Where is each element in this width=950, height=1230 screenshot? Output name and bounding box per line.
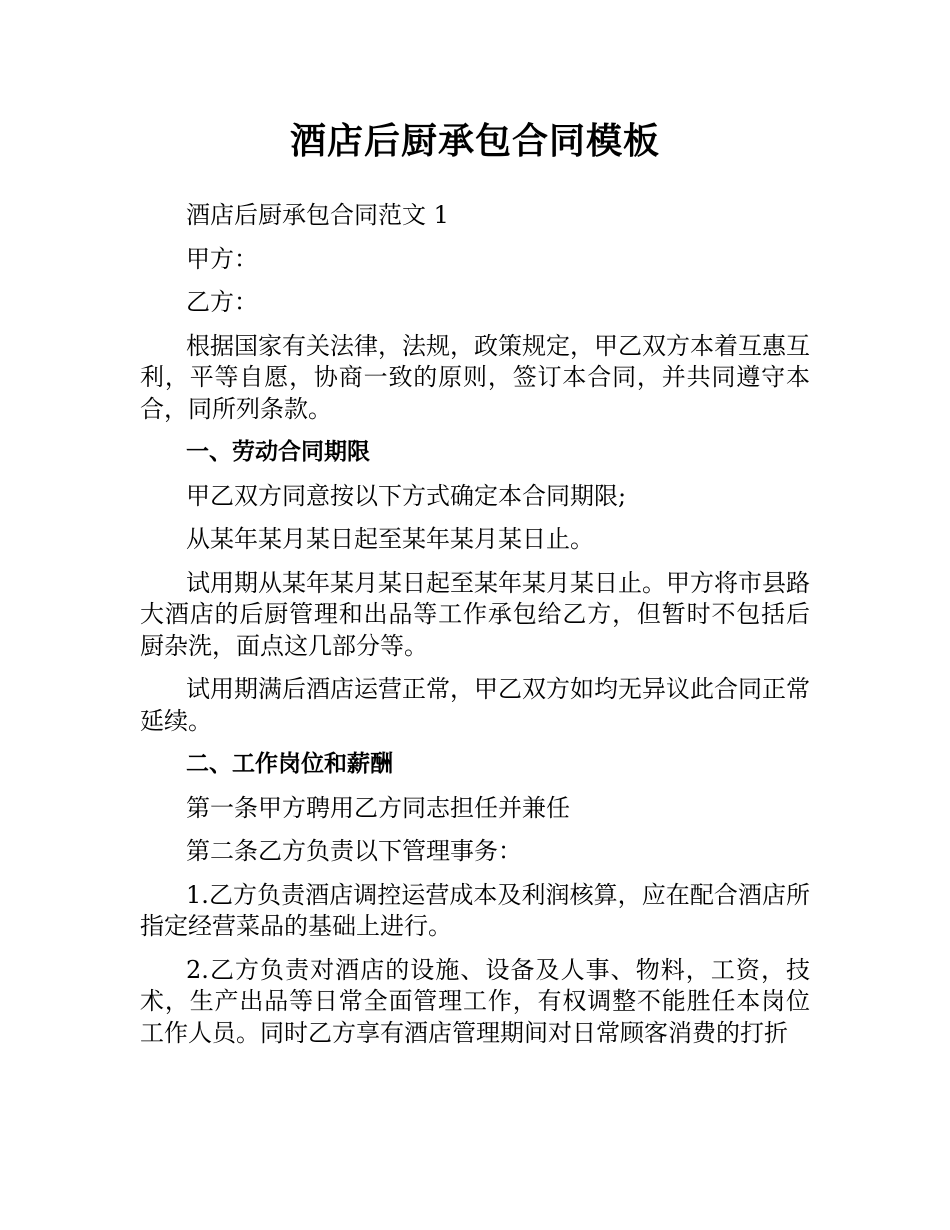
paragraph-party-b: 乙方：: [186, 288, 258, 316]
paragraph-term-period: 从某年某月某日起至某年某月某日止。: [186, 525, 594, 553]
paragraph-subtitle: 酒店后厨承包合同范文 1: [186, 201, 449, 229]
section-heading-contract-term: 一、劳动合同期限: [186, 439, 370, 465]
paragraph-item-2: 2.乙方负责对酒店的设施、设备及人事、物料，工资，技术，生产出品等日常全面管理工作，有权调整不能胜任本岗位工作人员。同时乙方享有酒店管理期间对日常顾客消费的打折: [140, 955, 810, 1047]
paragraph-term-method: 甲乙双方同意按以下方式确定本合同期限;: [186, 481, 627, 510]
paragraph-item-1: 1.乙方负责酒店调控运营成本及利润核算，应在配合酒店所指定经营菜品的基础上进行。: [140, 880, 810, 940]
paragraph-preamble: 根据国家有关法律，法规，政策规定，甲乙双方本着互惠互利，平等自愿，协商一致的原则，签订本合同，并共同遵守本合，同所列条款。: [140, 331, 810, 423]
paragraph-probation-continuation: 试用期满后酒店运营正常，甲乙双方如均无异议此合同正常延续。: [140, 675, 810, 735]
paragraph-article-2: 第二条乙方负责以下管理事务：: [186, 837, 522, 865]
document-title: 酒店后厨承包合同模板: [289, 121, 660, 162]
paragraph-article-1: 第一条甲方聘用乙方同志担任并兼任: [186, 793, 570, 822]
paragraph-probation: 试用期从某年某月某日起至某年某月某日止。甲方将市县路大酒店的后厨管理和出品等工作承包给乙方，但暂时不包括后厨杂洗，面点这几部分等。: [140, 568, 810, 660]
paragraph-party-a: 甲方：: [186, 244, 258, 273]
section-heading-position-salary: 二、工作岗位和薪酬: [186, 751, 393, 777]
document-body: [140, 200, 810, 1061]
